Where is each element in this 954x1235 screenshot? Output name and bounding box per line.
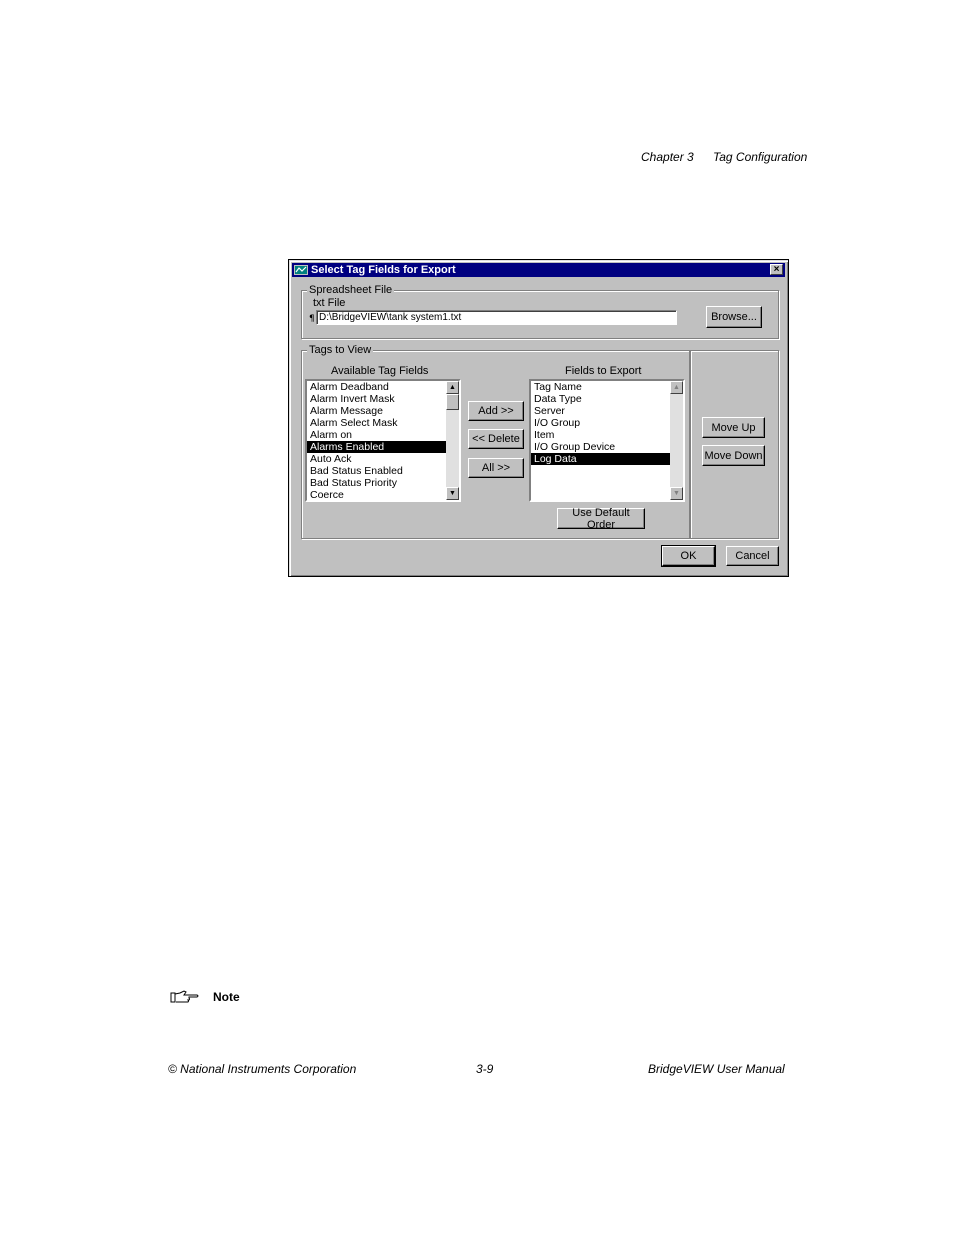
available-tag-fields-list[interactable] — [305, 379, 461, 502]
scroll-down-icon[interactable]: ▼ — [446, 487, 459, 500]
list-item[interactable]: Coerce — [310, 489, 344, 501]
available-tag-fields-label: Available Tag Fields — [331, 365, 429, 377]
list-item[interactable]: I/O Group — [534, 417, 581, 429]
list-item[interactable]: Alarm Deadband — [310, 381, 389, 393]
move-up-button[interactable]: Move Up — [702, 417, 765, 438]
export-list-scrollbar[interactable] — [670, 381, 683, 500]
section-label: Tag Configuration — [713, 150, 808, 164]
select-tag-fields-dialog — [288, 259, 789, 577]
dialog-titlebar[interactable] — [292, 263, 785, 277]
pointing-hand-icon — [170, 990, 200, 1004]
move-down-button[interactable]: Move Down — [702, 445, 765, 466]
list-item[interactable]: Server — [534, 405, 565, 417]
txt-file-path-input[interactable]: D:\BridgeVIEW\tank system1.txt — [316, 310, 677, 325]
footer-manual-title: BridgeVIEW User Manual — [648, 1062, 785, 1076]
list-item[interactable]: Data Type — [534, 393, 582, 405]
scroll-up-icon[interactable]: ▲ — [670, 381, 683, 394]
spreadsheet-file-group-label: Spreadsheet File — [309, 284, 393, 296]
list-item[interactable]: Bad Status Priority — [310, 477, 397, 489]
add-button[interactable]: Add >> — [468, 401, 524, 421]
list-item[interactable]: Alarm Message — [310, 405, 383, 417]
fields-to-export-label: Fields to Export — [565, 365, 642, 377]
footer-copyright: © National Instruments Corporation — [168, 1062, 357, 1076]
svg-text:¶: ¶ — [309, 314, 315, 323]
txt-file-label: txt File — [313, 297, 346, 309]
list-item[interactable]: I/O Group Device — [534, 441, 616, 453]
use-default-order-button[interactable]: Use Default Order — [557, 508, 645, 529]
ok-button[interactable]: OK — [662, 546, 715, 566]
dialog-title: Select Tag Fields for Export — [311, 264, 456, 276]
delete-button[interactable]: << Delete — [468, 429, 524, 449]
app-icon — [294, 265, 308, 275]
list-item[interactable]: Log Data — [531, 453, 670, 465]
fields-to-export-list[interactable] — [529, 379, 685, 502]
scroll-down-icon[interactable]: ▼ — [670, 487, 683, 500]
browse-button[interactable]: Browse... — [706, 306, 762, 328]
path-type-icon[interactable] — [309, 312, 316, 326]
scroll-thumb[interactable] — [446, 394, 459, 410]
list-item[interactable]: Auto Ack — [310, 453, 352, 465]
list-item[interactable]: Tag Name — [534, 381, 582, 393]
list-item[interactable]: Alarms Enabled — [307, 441, 446, 453]
list-item[interactable]: Alarm Select Mask — [310, 417, 398, 429]
all-button[interactable]: All >> — [468, 458, 524, 478]
chapter-label: Chapter 3 — [641, 150, 694, 164]
close-icon[interactable]: × — [770, 264, 783, 275]
list-item[interactable]: Item — [534, 429, 555, 441]
footer-page-number: 3-9 — [476, 1062, 494, 1076]
tags-to-view-group-label: Tags to View — [309, 344, 372, 356]
list-item[interactable]: Bad Status Enabled — [310, 465, 403, 477]
list-item[interactable]: Alarm on — [310, 429, 353, 441]
note-label: Note — [213, 990, 240, 1004]
list-item[interactable]: Alarm Invert Mask — [310, 393, 395, 405]
cancel-button[interactable]: Cancel — [726, 546, 779, 566]
scroll-up-icon[interactable]: ▲ — [446, 381, 459, 394]
available-list-scrollbar[interactable] — [446, 381, 459, 500]
